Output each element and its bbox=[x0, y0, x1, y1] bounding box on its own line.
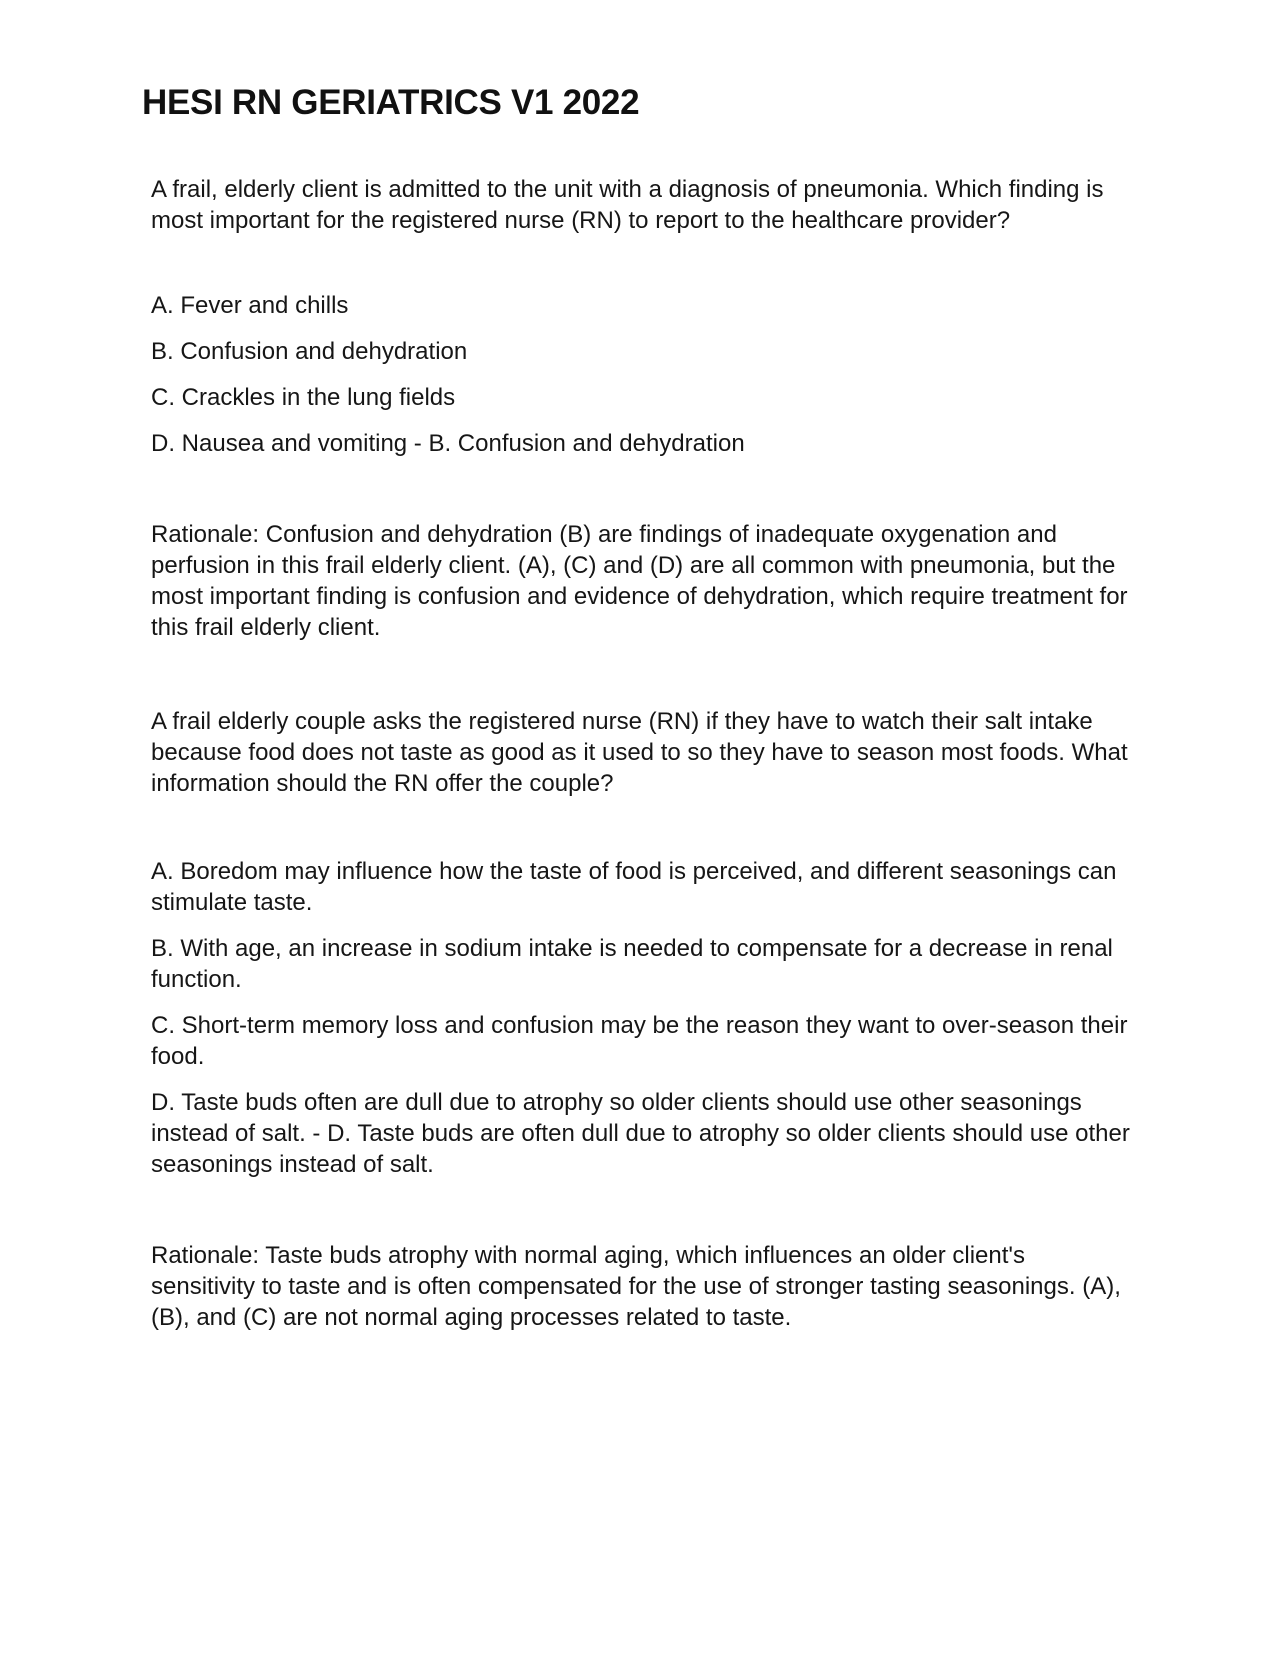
question-1-options bbox=[151, 290, 1131, 459]
question-1 bbox=[151, 174, 1131, 643]
question-2-option-a: A. Boredom may influence how the taste of food is perceived, and different seasonings can stimulate taste. bbox=[151, 858, 1117, 916]
document-title: HESI RN GERIATRICS V1 2022 bbox=[142, 83, 640, 122]
question-2-option-d: D. Taste buds often are dull due to atrophy so older clients should use other seasonings instead of salt. - D. Taste buds are often dull due to atrophy so older clients should use other seasonings instead of salt. bbox=[151, 1089, 1130, 1178]
question-2-options bbox=[151, 856, 1131, 1180]
question-2 bbox=[151, 706, 1131, 1333]
question-1-stem: A frail, elderly client is admitted to the unit with a diagnosis of pneumonia. Which finding is most important for the registered nurse (RN) to report to the healthcare provider? bbox=[151, 176, 1104, 234]
document-body bbox=[151, 174, 1131, 1333]
question-2-option-c: C. Short-term memory loss and confusion may be the reason they want to over-season their food. bbox=[151, 1012, 1128, 1070]
question-1-rationale: Rationale: Confusion and dehydration (B) are findings of inadequate oxygenation and perfusion in this frail elderly client. (A), (C) and (D) are all common with pneumonia, but the most important finding is confusion and evidence of dehydration, which require treatment for this frail elderly client. bbox=[151, 521, 1128, 641]
question-2-stem: A frail elderly couple asks the registered nurse (RN) if they have to watch their salt intake because food does not taste as good as it used to so they have to season most foods. What information should the RN offer the couple? bbox=[151, 708, 1128, 797]
question-1-option-b: B. Confusion and dehydration bbox=[151, 338, 468, 365]
question-1-option-d: D. Nausea and vomiting - B. Confusion and dehydration bbox=[151, 430, 745, 457]
question-2-option-b: B. With age, an increase in sodium intake is needed to compensate for a decrease in renal function. bbox=[151, 935, 1113, 993]
question-1-option-c: C. Crackles in the lung fields bbox=[151, 384, 456, 411]
question-2-rationale: Rationale: Taste buds atrophy with normal aging, which influences an older client's sensitivity to taste and is often compensated for the use of stronger tasting seasonings. (A), (B), and (C) are not normal aging processes related to taste. bbox=[151, 1242, 1121, 1331]
question-1-option-a: A. Fever and chills bbox=[151, 292, 349, 319]
